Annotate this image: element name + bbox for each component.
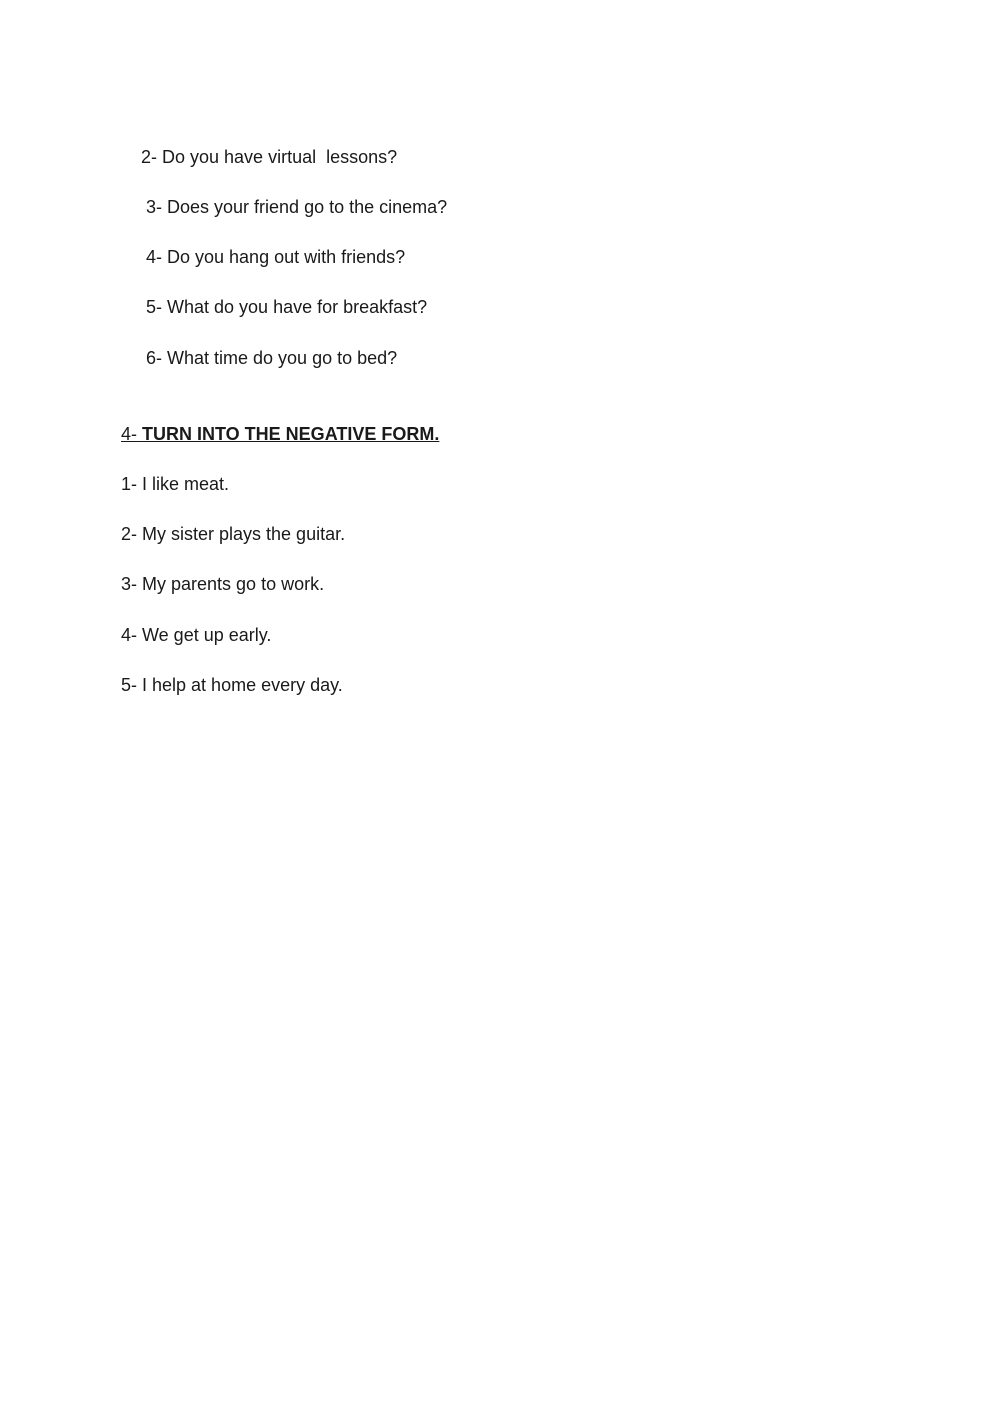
sentence-item-2: 2- My sister plays the guitar. bbox=[121, 524, 346, 544]
section-title: TURN INTO THE NEGATIVE FORM. bbox=[142, 424, 440, 444]
sentence-item-3: 3- My parents go to work. bbox=[121, 574, 325, 594]
section-number: 4- bbox=[121, 424, 143, 444]
question-item-3: 3- Does your friend go to the cinema? bbox=[146, 197, 448, 217]
sentence-item-1: 1- I like meat. bbox=[121, 474, 230, 494]
sentence-item-4: 4- We get up early. bbox=[121, 625, 272, 645]
question-item-4: 4- Do you hang out with friends? bbox=[146, 247, 406, 267]
section-heading bbox=[121, 423, 439, 445]
question-item-5: 5- What do you have for breakfast? bbox=[146, 297, 428, 317]
question-item-6: 6- What time do you go to bed? bbox=[146, 348, 398, 368]
question-item-2: 2- Do you have virtual lessons? bbox=[141, 147, 398, 167]
sentence-item-5: 5- I help at home every day. bbox=[121, 675, 343, 695]
